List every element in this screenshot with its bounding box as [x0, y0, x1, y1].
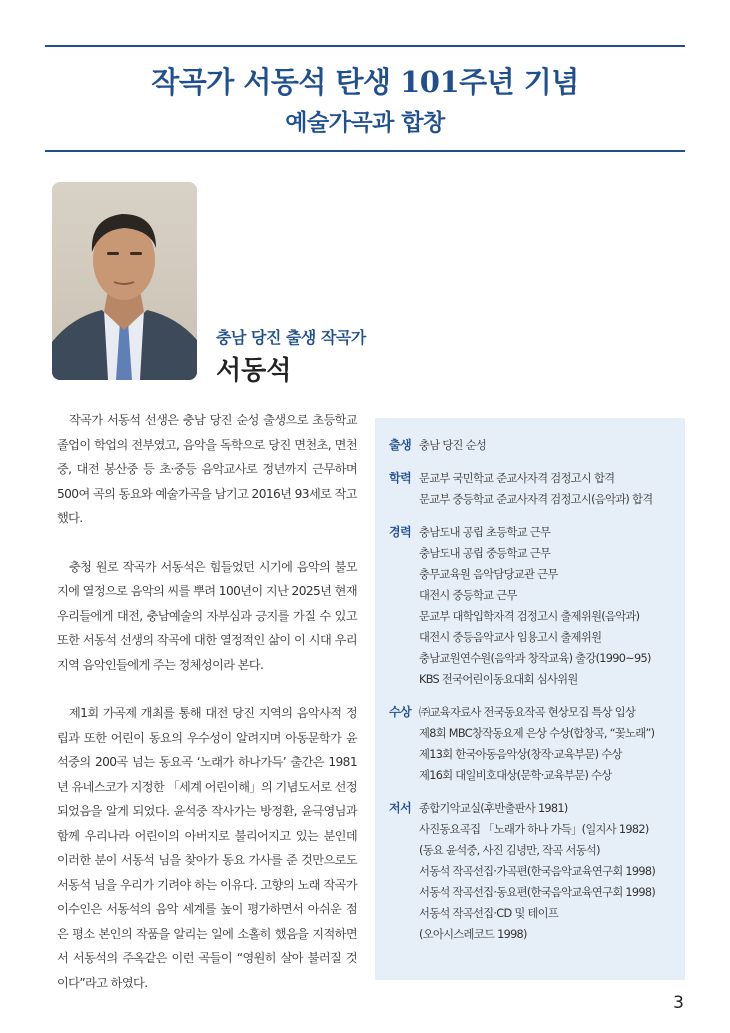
biography-paragraph: 작곡가 서동석 선생은 충남 당진 순성 출생으로 초등학교 졸업이 학업의 전부였고, 음악을 독학으로 당진 면천초, 면천중, 대전 봉산중 등 초·중등 음악교사로 정년까지 근무하며 500여 곡의 동요와 예술가곡을 남기고 2016년 93세로 작고했다. — [57, 413, 357, 525]
header-top-rule — [45, 45, 685, 47]
info-section-awards — [389, 702, 679, 786]
biography-paragraph: 충청 원로 작곡가 서동석은 힘들었던 시기에 음악의 불모지에 열정으로 음악의 씨를 뿌려 100년이 지난 2025년 현재 우리들에게 대전, 충남예술의 자부심과 긍지를 가질 수 있고 또한 서동석 선생의 작곡에 대한 열정적인 삶이 이 시대 우리지역 음악인들에게 주는 정체성이라 본다. — [57, 559, 357, 672]
section-item: ㈜교육자료사 전국동요작곡 현상모집 특상 입상 — [419, 706, 636, 719]
info-section-career — [389, 522, 679, 690]
info-section-birth — [389, 435, 679, 456]
section-item: 충무교육원 음악담당교관 근무 — [419, 568, 558, 581]
page-title: 작곡가 서동석 탄생 101주년 기념 — [151, 65, 579, 99]
section-label: 출생 — [389, 438, 412, 452]
section-label: 수상 — [389, 705, 412, 719]
section-item: KBS 전국어린이동요대회 심사위원 — [419, 673, 578, 686]
biography-text — [57, 408, 357, 1019]
section-item: 사진동요곡집 「노래가 하나 가득」(일지사 1982) — [419, 823, 649, 836]
section-item: 종합기악교실(후반출판사 1981) — [419, 802, 568, 815]
section-item: 충남도내 공립 초등학교 근무 — [419, 526, 551, 539]
page-subtitle: 예술가곡과 합창 — [285, 110, 445, 136]
biography-paragraph: 제1회 가곡제 개최를 통해 대전 당진 지역의 음악사적 정립과 또한 어린이 동요의 우수성이 알려지며 아동문학가 윤석중의 200곡 넘는 동요곡 ‘노래가 하나가득’ 출간은 1981년 유네스코가 지정한 「세계 어린이해」의 기념도서로 선정되었음을 알게 되었다. 윤석중 작사가는 방정환, 윤극영님과 함께 우리나라 어린이의 아버지로 불리어지고 있는 분인데 이러한 분이 서동석 님을 찾아가 동요 가사를 준 것만으로도 서동석 님을 우리가 기려야 하는 이유다. 고향의 노래 작곡가 이수인은 서동석의 음악 세계를 높이 평가하면서 아쉬운 점은 평소 본인의 작품을 알리는 일에 소홀히 했음을 지적하면서 서동석의 주옥같은 이런 곡들이 “영원히 살아 불러질 것이다”라고 하였다. — [57, 706, 357, 990]
composer-intro: 충남 당진 출생 작곡가 — [216, 328, 366, 347]
section-item: 대전시 중등음악교사 임용고시 출제위원 — [419, 631, 602, 644]
section-item: 충남 당진 순성 — [419, 439, 487, 452]
header-bottom-rule — [45, 150, 685, 152]
section-item: 충남교원연수원(음악과 창작교육) 출강(1990~95) — [419, 652, 651, 665]
profile-info-list — [389, 435, 679, 957]
section-label: 경력 — [389, 525, 412, 539]
info-section-publications — [389, 798, 679, 945]
section-item: (오아시스레코드 1998) — [419, 928, 527, 941]
section-item: 문교부 국민학교 준교사자격 검정고시 합격 — [419, 472, 615, 485]
composer-portrait-photo — [52, 182, 197, 380]
section-item: 제13회 한국아동음악상(창작·교육부문) 수상 — [419, 748, 622, 761]
section-item: 서동석 작곡선집·동요편(한국음악교육연구회 1998) — [419, 886, 656, 899]
section-item: 충남도내 공립 중등학교 근무 — [419, 547, 551, 560]
section-item: 문교부 중등학교 준교사자격 검정고시(음악과) 합격 — [419, 493, 653, 506]
section-item: 문교부 대학입학자격 검정고시 출제위원(음악과) — [419, 610, 640, 623]
section-item: 서동석 작곡선집·CD 및 테이프 — [419, 907, 559, 920]
section-item: (동요 윤석중, 사진 김녕만, 작곡 서동석) — [419, 844, 600, 857]
profile-info-panel — [375, 418, 685, 980]
section-item: 대전시 중등학교 근무 — [419, 589, 517, 602]
section-item: 제8회 MBC창작동요제 은상 수상(합창곡, “꽃노래”) — [419, 727, 655, 740]
section-label: 저서 — [389, 801, 412, 815]
section-item: 제16회 대일비호대상(문학·교육부문) 수상 — [419, 769, 612, 782]
section-label: 학력 — [389, 471, 412, 485]
composer-name: 서동석 — [216, 356, 292, 386]
info-section-education — [389, 468, 679, 510]
section-item: 서동석 작곡선집·가곡편(한국음악교육연구회 1998) — [419, 865, 656, 878]
page-number: 3 — [673, 993, 684, 1013]
